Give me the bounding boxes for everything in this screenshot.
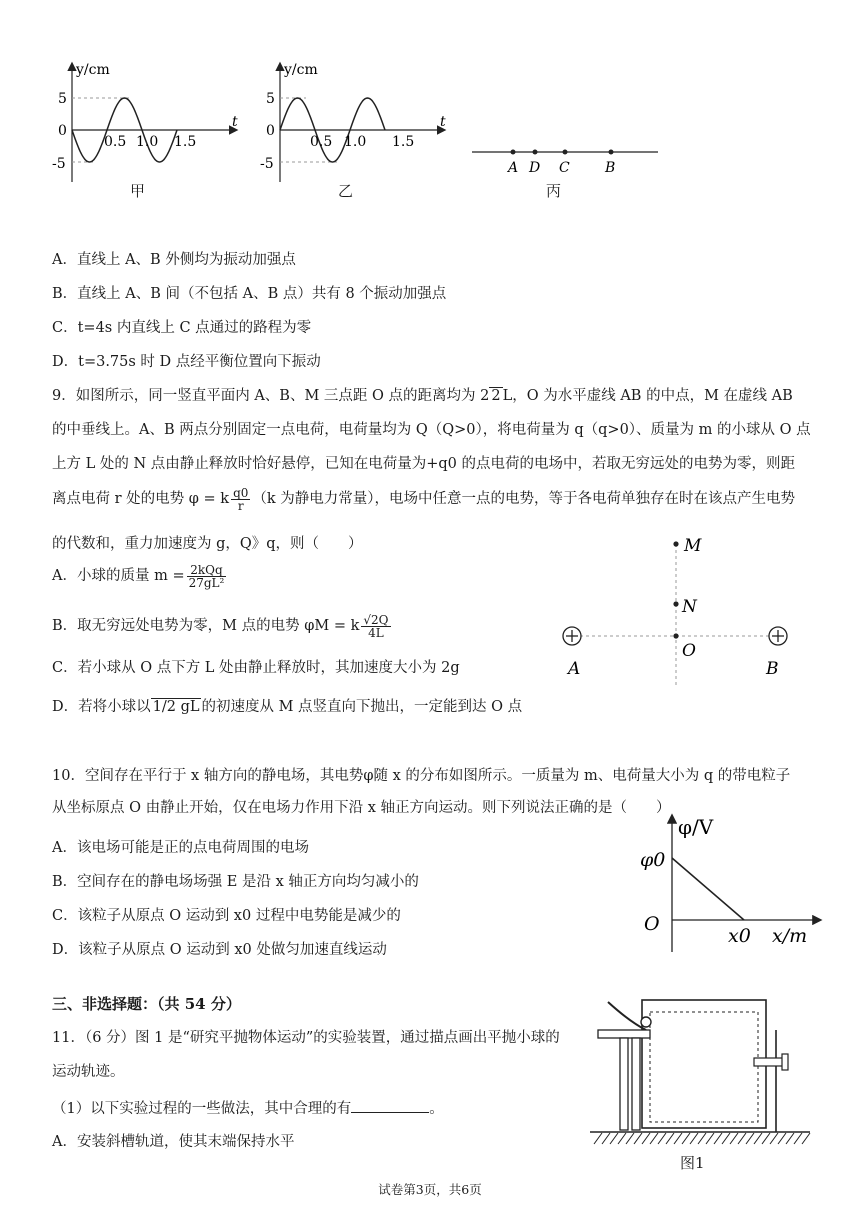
charge-a-plus-icon — [563, 627, 581, 645]
y-axis-label: φ/V — [678, 815, 714, 839]
q10-potential-graph — [636, 806, 826, 956]
label-m: M — [684, 536, 702, 556]
caption-jia: 甲 — [130, 182, 146, 200]
section-title: 三、非选择题：（共 54 分） — [52, 995, 241, 1013]
q9-line-4: 离点电荷 r 处的电势 φ = k $\frac{q0}{r}$ （k 为静电力常量），电场中任意一点的电势，等于各电荷单独存在时在该点产生电势 — [52, 485, 796, 513]
tick-y-pos: 5 — [266, 91, 275, 107]
label-phi0: φ0 — [640, 849, 666, 871]
tick-y-zero: 0 — [58, 123, 67, 139]
point-n — [673, 601, 678, 606]
sqrt-half-gl: 1/2 gL — [152, 699, 200, 715]
label-origin: O — [644, 913, 660, 935]
answer-blank — [351, 1098, 429, 1113]
q8-option-c: C．t=4s 内直线上 C 点通过的路程为零 — [52, 320, 312, 336]
tick-x-1.0: 1.0 — [344, 134, 367, 150]
charge-b-plus-icon — [769, 627, 787, 645]
q10-line-2: 从坐标原点 O 由静止开始，仅在电场力作用下沿 x 轴正方向运动。则下列说法正确的是（ ） — [52, 800, 671, 816]
q8-option-d: D．t=3.75s 时 D 点经平衡位置向下振动 — [52, 354, 321, 370]
caption-yi: 乙 — [338, 182, 354, 200]
q9-option-b: B．取无穷远处电势为零，M 点的电势 φM = k $\frac{√2Q}{4L}$ — [52, 612, 389, 640]
q8-option-b: B．直线上 A、B 间（不包括 A、B 点）共有 8 个振动加强点 — [52, 286, 447, 302]
label-o: O — [682, 641, 696, 661]
point-a — [511, 150, 516, 155]
tick-y-neg: -5 — [260, 156, 274, 172]
q11-line-2: 运动轨迹。 — [52, 1064, 125, 1080]
q11-sub-1: （1）以下实验过程的一些做法，其中合理的有 。 — [52, 1098, 444, 1119]
potential-line — [672, 858, 744, 920]
projectile-apparatus-figure — [590, 992, 820, 1148]
caption-bing: 丙 — [546, 182, 562, 200]
wave-graph-jia — [50, 58, 250, 208]
page-footer: 试卷第3页，共6页 — [378, 1182, 482, 1197]
q10-option-a: A．该电场可能是正的点电荷周围的电场 — [52, 840, 309, 856]
tick-x-1.5: 1.5 — [174, 134, 197, 150]
point-m — [673, 541, 678, 546]
x-axis-label: t — [232, 114, 238, 130]
sqrt-2: 2 — [491, 388, 501, 404]
point-c — [563, 150, 568, 155]
label-d: D — [529, 160, 541, 176]
q9-line-5: 的代数和，重力加速度为 g，Q》q，则（ ） — [52, 536, 363, 552]
point-d — [533, 150, 538, 155]
tick-x-1.5: 1.5 — [392, 134, 415, 150]
tick-x-1.0: 1.0 — [136, 134, 159, 150]
q10-option-d: D．该粒子从原点 O 运动到 x0 处做匀加速直线运动 — [52, 942, 387, 958]
q9-option-c: C．若小球从 O 点下方 L 处由静止释放时，其加速度大小为 2g — [52, 660, 460, 676]
point-b — [609, 150, 614, 155]
q9-charge-diagram — [556, 532, 806, 692]
q10-line-1: 10．空间存在平行于 x 轴方向的静电场，其电势φ随 x 的分布如图所示。一质量为 m、电荷量大小为 q 的带电粒子 — [52, 768, 791, 784]
q10-option-c: C．该粒子从原点 O 运动到 x0 过程中电势能是减少的 — [52, 908, 401, 924]
tick-y-neg: -5 — [52, 156, 66, 172]
tick-x-0.5: 0.5 — [104, 134, 127, 150]
line-points-bing — [468, 140, 668, 180]
q11-line-1: 11．（6 分）图 1 是“研究平抛物体运动”的实验装置，通过描点画出平抛小球的 — [52, 1030, 560, 1046]
x-axis-label: x/m — [772, 925, 808, 947]
ground-hatching — [594, 1133, 810, 1144]
q8-option-a: A．直线上 A、B 外侧均为振动加强点 — [52, 252, 296, 268]
q11-option-a: A．安装斜槽轨道，使其末端保持水平 — [52, 1134, 295, 1150]
point-o — [673, 633, 678, 638]
label-c: C — [559, 160, 570, 176]
q10-option-b: B．空间存在的静电场场强 E 是沿 x 轴正方向均匀减小的 — [52, 874, 419, 890]
q9-option-d: D．若将小球以 1/2 gL 的初速度从 M 点竖直向下抛出，一定能到达 O 点 — [52, 699, 523, 715]
label-b: B — [766, 659, 779, 679]
y-axis-label: y/cm — [76, 62, 110, 78]
label-x0: x0 — [728, 925, 751, 947]
caption-fig1: 图1 — [680, 1154, 705, 1172]
y-axis-label: y/cm — [284, 62, 318, 78]
tick-y-pos: 5 — [58, 91, 67, 107]
label-a: A — [508, 160, 519, 176]
label-n: N — [682, 597, 697, 617]
tick-x-0.5: 0.5 — [310, 134, 333, 150]
q9-line-3: 上方 L 处的 N 点由静止释放时恰好悬停，已知在电荷量为+q0 的点电荷的电场中，若取无穷远处的电势为零，则距 — [52, 456, 796, 472]
q9-option-a: A．小球的质量 m = $\frac{\text{2kQq}}{\text{27gL²}}$ — [52, 562, 225, 590]
q9-line-2: 的中垂线上。A、B 两点分别固定一点电荷，电荷量均为 Q（Q>0），将电荷量为 q（q>0）、质量为 m 的小球从 O 点 — [52, 422, 811, 438]
q9-line-1: 9．如图所示，同一竖直平面内 A、B、M 三点距 O 点的距离均为 2 2 L，O 为水平虚线 AB 的中点，M 在虚线 AB — [52, 388, 793, 404]
x-axis-label: t — [440, 114, 446, 130]
label-a: A — [568, 659, 581, 679]
wave-graph-yi — [258, 58, 458, 208]
label-b: B — [605, 160, 616, 176]
tick-y-zero: 0 — [266, 123, 275, 139]
